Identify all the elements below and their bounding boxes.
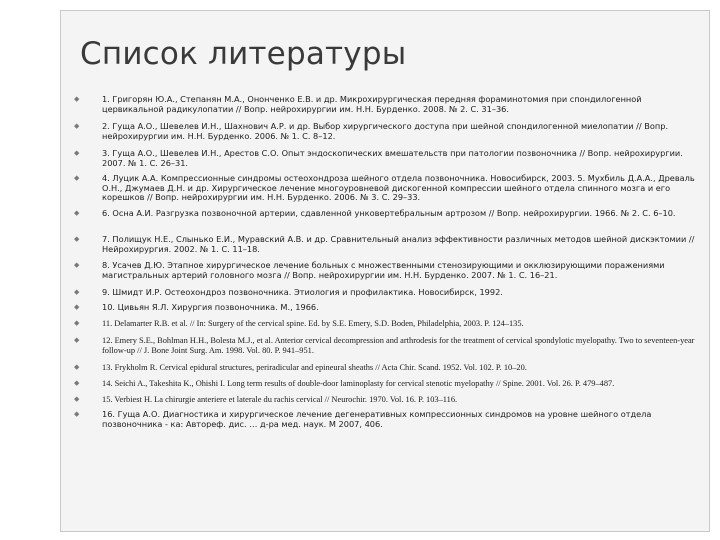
bullet-icon: ◆ <box>74 175 80 182</box>
reference-text: 12. Emery S.E., Bohlman H.H., Bolesta M.J., et al. Anterior cervical decompression and arthrodesis for the treatment of cervical spondylotic myelopathy. Two to seventeen-year follow-up // J. Bone Joint Surg. Am. 1998. Vol. 80. P. 941–951. <box>102 336 695 355</box>
reference-item <box>74 235 696 261</box>
reference-item <box>74 319 696 336</box>
bullet-icon: ◆ <box>74 123 80 130</box>
reference-item <box>74 95 696 122</box>
bullet-icon: ◆ <box>74 210 80 217</box>
reference-text: 3. Гуща А.О., Шевелев И.Н., Арестов С.О. Опыт эндоскопических вмешательств при патологии позвоночника // Вопр. нейрохирургии. 2007. № 1. С. 26–31. <box>102 148 683 168</box>
bullet-icon: ◆ <box>74 380 80 387</box>
bullet-icon: ◆ <box>74 364 80 371</box>
reference-text: 9. Шмидт И.Р. Остеохондроз позвоночника. Этиология и профилактика. Новосибирск, 1992. <box>102 287 503 297</box>
bullet-icon: ◆ <box>74 396 80 403</box>
reference-item <box>74 379 696 395</box>
bullet-icon: ◆ <box>74 411 80 418</box>
bullet-icon: ◆ <box>74 96 80 103</box>
reference-text: 1. Григорян Ю.А., Степанян М.А., Ононченко Е.В. и др. Микрохирургическая передняя фораминотомия при спондилогенной цервикальной радикулопатии // Вопр. нейрохирургии им. Н.Н. Бурденко. 2008. № 2. С. 31–36. <box>102 94 642 114</box>
bullet-icon: ◆ <box>74 262 80 269</box>
reference-text: 4. Луцик А.А. Компрессионные синдромы остеохондроза шейного отдела позвоночника. Новосибирск, 2003. 5. Мухбиль Д.А.А., Древаль О.Н., Джумаев Д.Н. и др. Хирургическое лечение многоуровневой дискогенной компрессии шейного отдела спинного мозга и его корешков // Вопр. нейрохирургии им. Н.Н. Бурденко. 2006. № 3. С. 29–33. <box>102 173 695 203</box>
bullet-icon: ◆ <box>74 304 80 311</box>
page-title: Список литературы <box>80 36 407 72</box>
reference-list <box>74 95 696 435</box>
reference-text: 16. Гуща А.О. Диагностика и хирургическое лечение дегенеративных компрессионных синдромов на уровне шейного отдела позвоночника - ка: Автореф. дис. … д-ра мед. наук. М 2007, 406. <box>102 409 652 429</box>
reference-item <box>74 395 696 410</box>
reference-item <box>74 174 696 209</box>
bullet-icon: ◆ <box>74 236 80 243</box>
reference-item <box>74 336 696 363</box>
reference-text: 14. Seichi A., Takeshita K., Ohishi I. Long term results of double-door laminoplasty for cervical stenotic myelopathy // Spine. 2001. Vol. 26. P. 479–487. <box>102 379 615 388</box>
reference-text: 13. Frykholm R. Cervical epidural structures, periradicular and epineural sheaths // Acta Chir. Scand. 1952. Vol. 102. P. 10–20. <box>102 363 527 372</box>
reference-text: 8. Усачев Д.Ю. Этапное хирургическое лечение больных с множественными стенозирующими и окклюзирующими поражениями магистральных артерий головного мозга // Вопр. нейрохирургии им. Н.Н. Бурденко. 2007. № 1. С. 16–21. <box>102 260 665 280</box>
reference-item <box>74 288 696 303</box>
reference-text: 15. Verbiest H. La chirurgie anteriere et laterale du rachis cervical // Neurochir. 1970. Vol. 16. P. 103–116. <box>102 395 458 404</box>
reference-text: 7. Полищук Н.Е., Слынько Е.И., Муравский А.В. и др. Сравнительный анализ эффективности различных методов шейной дискэктомии // Нейрохирургия. 2002. № 1. С. 11–18. <box>102 234 695 254</box>
bullet-icon: ◆ <box>74 337 80 344</box>
bullet-icon: ◆ <box>74 150 80 157</box>
reference-text: 11. Delamarter R.B. et al. // In: Surgery of the cervical spine. Ed. by S.E. Emery, S.D. Boden, Philadelphia, 2003. P. 124–135. <box>102 319 524 328</box>
reference-item <box>74 410 696 435</box>
reference-item <box>74 122 696 149</box>
reference-text: 6. Осна А.И. Разгрузка позвоночной артерии, сдавленной унковертебральным артрозом // Вопр. нейрохирургии. 1966. № 2. С. 6–10. <box>102 208 676 218</box>
reference-item <box>74 261 696 288</box>
bullet-icon: ◆ <box>74 289 80 296</box>
reference-item <box>74 363 696 379</box>
reference-item <box>74 149 696 174</box>
reference-item <box>74 209 696 235</box>
reference-item <box>74 303 696 319</box>
reference-text: 10. Цивьян Я.Л. Хирургия позвоночника. М., 1966. <box>102 302 319 312</box>
bullet-icon: ◆ <box>74 320 80 327</box>
reference-text: 2. Гуща А.О., Шевелев И.Н., Шахнович А.Р. и др. Выбор хирургического доступа при шейной спондилогенной миелопатии // Вопр. нейрохирургии им. Н.Н. Бурденко. 2006. № 1. С. 8–12. <box>102 121 669 141</box>
